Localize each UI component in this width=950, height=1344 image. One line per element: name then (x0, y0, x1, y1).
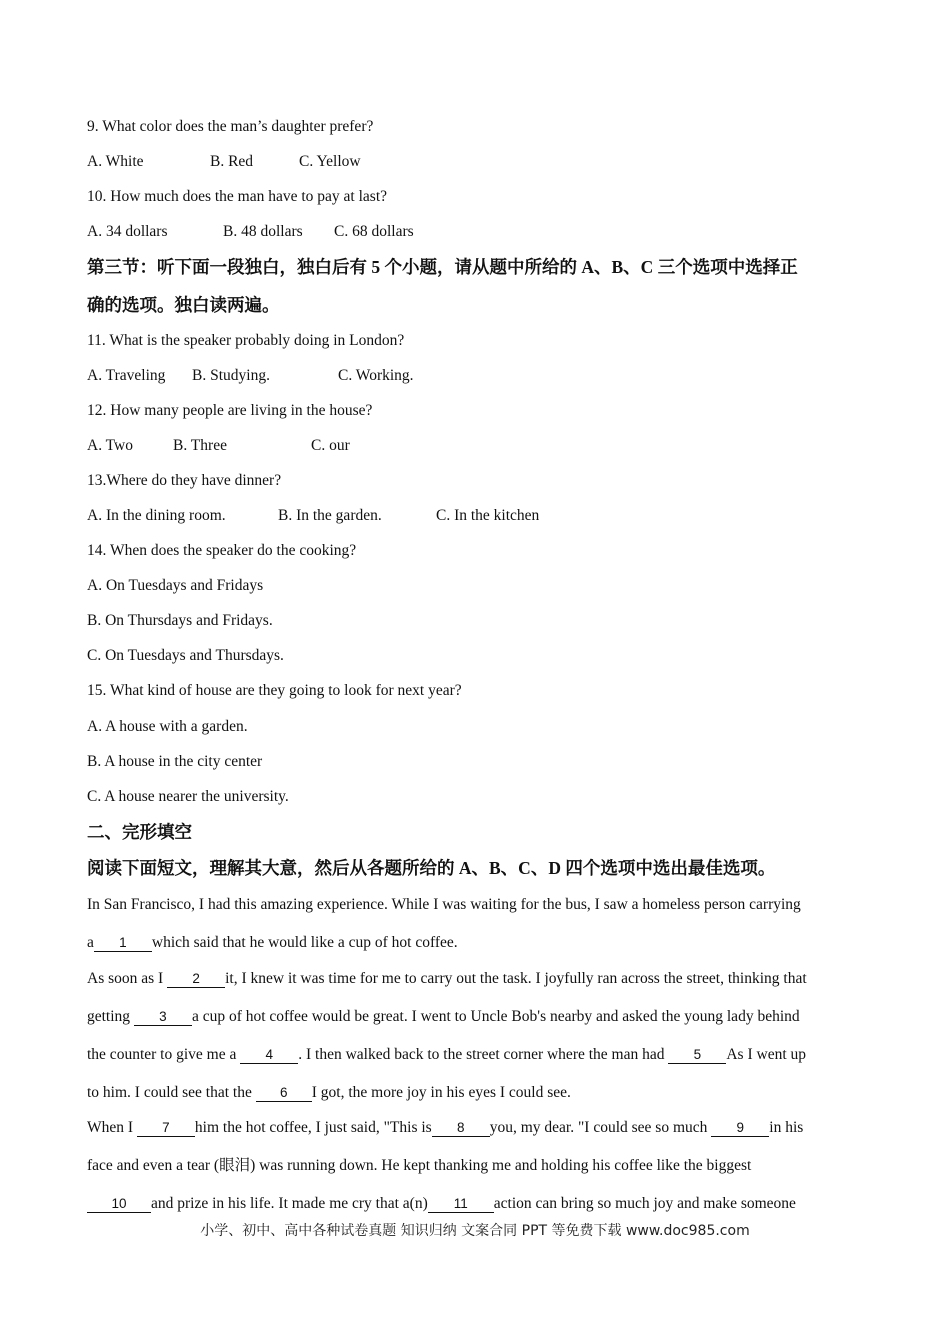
option-b: B. 48 dollars (223, 223, 303, 240)
passage-line-8: face and even a tear (眼泪) was running down. He kept thanking me and holding his coffee like the biggest (87, 1157, 752, 1174)
option-a: A. White (87, 153, 144, 170)
question-11: 11. What is the speaker probably doing in London? (87, 332, 405, 349)
option-b: B. In the garden. (278, 507, 382, 524)
text: When I (87, 1119, 137, 1136)
option-a: A. A house with a garden. (87, 718, 248, 735)
option-c: C. our (311, 437, 350, 454)
option-b: B. Red (210, 153, 254, 170)
option-a: A. In the dining room. (87, 507, 226, 524)
blank-10: 10 (87, 1195, 151, 1213)
passage-line-6 (87, 1083, 571, 1103)
option-c: C. Yellow (299, 153, 361, 170)
option-c: C. On Tuesdays and Thursdays. (87, 647, 284, 664)
text: which said that he would like a cup of hot coffee. (151, 934, 458, 951)
question-9-options (87, 152, 361, 172)
blank-8: 8 (432, 1119, 490, 1137)
passage-line-3 (87, 969, 807, 989)
question-15: 15. What kind of house are they going to look for next year? (87, 682, 462, 699)
question-9: 9. What color does the man’s daughter prefer? (87, 118, 374, 135)
passage-line-5 (87, 1045, 806, 1065)
blank-6: 6 (256, 1084, 312, 1102)
option-b: B. On Thursdays and Fridays. (87, 612, 273, 629)
blank-2: 2 (167, 970, 225, 988)
question-12: 12. How many people are living in the house? (87, 402, 373, 419)
option-c: C. 68 dollars (334, 223, 414, 240)
blank-1: 1 (94, 934, 152, 952)
question-13-options (87, 506, 539, 526)
text: him the hot coffee, I just said, "This is (194, 1119, 432, 1136)
passage-line-4 (87, 1007, 800, 1027)
passage-line-7 (87, 1118, 803, 1138)
text: getting (87, 1008, 134, 1025)
option-b: B. Studying. (192, 367, 270, 384)
text: a cup of hot coffee would be great. I went to Uncle Bob's nearby and asked the young lady behind (191, 1008, 800, 1025)
blank-11: 11 (428, 1195, 494, 1213)
question-10-options (87, 222, 414, 242)
option-a: A. Traveling (87, 367, 166, 384)
blank-9: 9 (711, 1119, 769, 1137)
text: action can bring so much joy and make someone (493, 1195, 796, 1212)
option-b: B. Three (173, 437, 227, 454)
option-c: C. In the kitchen (436, 507, 540, 524)
question-14: 14. When does the speaker do the cooking? (87, 542, 357, 559)
text: in his (769, 1119, 804, 1136)
part-2-title: 二、完形填空 (87, 822, 192, 842)
option-b: B. A house in the city center (87, 753, 263, 770)
text: a (87, 934, 94, 951)
text: I got, the more joy in his eyes I could see. (311, 1084, 571, 1101)
part-2-instruction: 阅读下面短文，理解其大意，然后从各题所给的 A、B、C、D 四个选项中选出最佳选项。 (87, 858, 776, 878)
text: As soon as I (87, 970, 168, 987)
text: As I went up (726, 1046, 807, 1063)
text: the counter to give me a (87, 1046, 241, 1063)
page-footer: 小学、初中、高中各种试卷真题 知识归纳 文案合同 PPT 等免费下载 www.doc985.com (200, 1223, 750, 1239)
blank-3: 3 (134, 1008, 192, 1026)
option-a: A. Two (87, 437, 133, 454)
option-c: C. A house nearer the university. (87, 788, 289, 805)
blank-7: 7 (137, 1119, 195, 1137)
section-3-instruction-line-1: 第三节：听下面一段独白，独白后有 5 个小题，请从题中所给的 A、B、C 三个选项中选择正 (87, 257, 798, 277)
option-a: A. 34 dollars (87, 223, 168, 240)
blank-4: 4 (240, 1046, 298, 1064)
text: it, I knew it was time for me to carry out the task. I joyfully ran across the street, thinking that (225, 970, 807, 987)
text: to him. I could see that the (87, 1084, 256, 1101)
text: and prize in his life. It made me cry that a(n) (151, 1195, 428, 1212)
passage-line-1: In San Francisco, I had this amazing experience. While I was waiting for the bus, I saw a homeless person carrying (87, 896, 801, 913)
section-3-instruction-line-2: 确的选项。独白读两遍。 (87, 295, 280, 315)
question-13: 13.Where do they have dinner? (87, 472, 282, 489)
text: you, my dear. "I could see so much (489, 1119, 712, 1136)
question-10: 10. How much does the man have to pay at last? (87, 188, 388, 205)
question-11-options (87, 366, 414, 386)
blank-5: 5 (668, 1046, 726, 1064)
option-c: C. Working. (338, 367, 414, 384)
question-12-options (87, 436, 350, 456)
option-a: A. On Tuesdays and Fridays (87, 577, 264, 594)
text: . I then walked back to the street corner where the man had (298, 1046, 669, 1063)
passage-line-2 (87, 933, 458, 953)
passage-line-9 (87, 1194, 796, 1214)
